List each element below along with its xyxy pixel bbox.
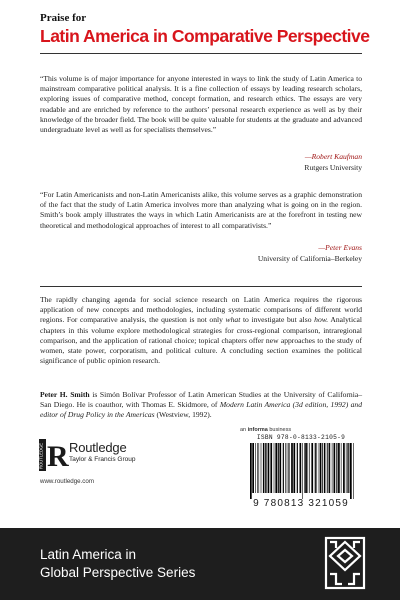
description-part-3: Analytical chapters in this volume explore methodological strategies for cross-regional comparison, intraregional comparison, and the application of rational choice; topical chapters offer new approaches to the study of women, state power, corporatism, and political culture. A concluding section examines the political significance of public opinion research. xyxy=(40,315,363,366)
barcode-bar xyxy=(283,443,284,493)
description-what: what xyxy=(225,315,241,325)
bio-part-1: is Simón Bolívar Professor of Latin American Studies at the University of California–San Diego. He is coauthor, with Thomas E. Skidmore, of xyxy=(40,390,363,410)
barcode-bar xyxy=(334,443,336,493)
barcode-bar xyxy=(311,443,313,493)
barcode-bar xyxy=(288,443,289,493)
barcode-bar xyxy=(353,443,354,499)
barcode-digits: 9 780813 321059 xyxy=(253,498,349,509)
publisher-url[interactable]: www.routledge.com xyxy=(40,478,94,485)
barcode-bar xyxy=(315,443,316,493)
author-bio xyxy=(40,390,362,421)
barcode-bar xyxy=(270,443,272,493)
bio-part-2: (Westview, 1992). xyxy=(154,410,212,420)
barcode-icon xyxy=(246,443,358,499)
barcode-bar xyxy=(341,443,342,493)
barcode-bar xyxy=(309,443,310,493)
barcode-bar xyxy=(304,443,305,493)
author-name: Peter H. Smith xyxy=(40,390,90,399)
publisher-group: Taylor & Francis Group xyxy=(69,456,136,463)
informa-suffix: business xyxy=(267,427,292,433)
series-title-line-2: Global Perspective Series xyxy=(40,565,196,580)
book-title: Latin America in Comparative Perspective xyxy=(40,26,370,46)
barcode-bar xyxy=(268,443,270,493)
barcode-bar xyxy=(332,443,333,493)
quote-2-affiliation: University of California–Berkeley xyxy=(257,254,362,263)
barcode-bar xyxy=(308,443,309,493)
barcode-bar xyxy=(252,443,254,493)
barcode-bar xyxy=(263,443,264,493)
barcode-bar xyxy=(300,443,302,493)
barcode-bar xyxy=(336,443,337,493)
barcode-bar xyxy=(305,443,307,493)
quote-1-text: “This volume is of major importance for anyone interested in ways to link the study of Latin America to mainstream comparative political analysis. It is a fine collection of essays by leading research scholars, exploring issues of comparative method, concept formation, and research ethics. The essays are very readable and are enriched by reference to the authors’ personal research experience as well as by their knowledge of the broader field. The book will be quite valuable for students at the graduate and advanced undergraduate level as well as for specialists themselves.” xyxy=(40,74,362,135)
praise-label: Praise for xyxy=(40,12,87,24)
quote-2-author: —Peter Evans xyxy=(318,243,362,252)
description-part-1: The rapidly changing agenda for social science research on Latin America requires the rigorous application of new concepts and methodologies, including systematic comparisons of different world regions. For comparative analysis, the question is not only xyxy=(40,295,362,325)
publisher-name: Routledge xyxy=(69,440,127,455)
series-emblem-icon xyxy=(322,534,368,592)
quote-1-author: —Robert Kaufman xyxy=(304,152,362,161)
quote-1-affiliation: Rutgers University xyxy=(304,163,362,172)
barcode-bar xyxy=(275,443,277,493)
series-title-line-1: Latin America in xyxy=(40,547,137,562)
barcode-bar xyxy=(302,443,303,499)
barcode-bar xyxy=(346,443,347,493)
barcode-bar xyxy=(287,443,288,493)
barcode-bar xyxy=(279,443,281,493)
barcode-bar xyxy=(266,443,267,493)
barcode-bar xyxy=(343,443,345,493)
description-part-2: to investigate but also xyxy=(240,315,315,325)
routledge-logo-vertical-text: ROUTLEDGE xyxy=(38,442,44,469)
barcode-bar xyxy=(265,443,266,493)
barcode-bar xyxy=(347,443,348,493)
book-description xyxy=(40,295,362,366)
barcode-bar xyxy=(319,443,320,493)
barcode-bar xyxy=(291,443,293,493)
barcode-bar xyxy=(348,443,349,493)
informa-tagline xyxy=(240,427,291,433)
middle-divider xyxy=(40,286,362,287)
barcode-bar xyxy=(293,443,295,493)
barcode-bar xyxy=(257,443,258,493)
routledge-logo-icon xyxy=(38,438,69,473)
top-divider xyxy=(40,53,362,54)
barcode-bar xyxy=(326,443,327,493)
barcode-bar xyxy=(327,443,328,493)
informa-bold: informa xyxy=(247,427,268,433)
barcode-bar xyxy=(322,443,323,493)
barcode-bar xyxy=(324,443,325,493)
barcode-bar xyxy=(285,443,286,493)
barcode-bar xyxy=(255,443,256,493)
barcode-bar xyxy=(338,443,340,493)
description-how: how. xyxy=(314,315,329,325)
barcode-bar xyxy=(259,443,260,493)
barcode-bar xyxy=(350,443,352,499)
barcode-bar xyxy=(329,443,330,493)
barcode-bar xyxy=(320,443,321,493)
quote-2-text: “For Latin Americanists and non-Latin Americanists alike, this volume serves as a graphic demonstration of the fact that the study of Latin America involves more than analyzing what is going on in the region. Smith’s book amply illustrates the ways in which Latin Americanists are at the forefront in testing new theoretical and methodological approaches of interest to all comparativists.” xyxy=(40,190,362,230)
isbn-barcode-block xyxy=(240,434,362,514)
routledge-logo-letter: R xyxy=(47,440,69,473)
barcode-bar xyxy=(261,443,262,493)
bio-italic: Modern Latin America (3d edition, 1992) and editor of Drug Policy in the Americas xyxy=(40,400,363,420)
barcode-bar xyxy=(278,443,279,493)
barcode-bar xyxy=(274,443,275,493)
isbn-label: ISBN 978-0-8133-2105-9 xyxy=(256,434,346,441)
informa-prefix: an xyxy=(240,427,248,433)
barcode-bar xyxy=(250,443,252,499)
barcode-bar xyxy=(316,443,317,493)
barcode-bar xyxy=(297,443,298,493)
